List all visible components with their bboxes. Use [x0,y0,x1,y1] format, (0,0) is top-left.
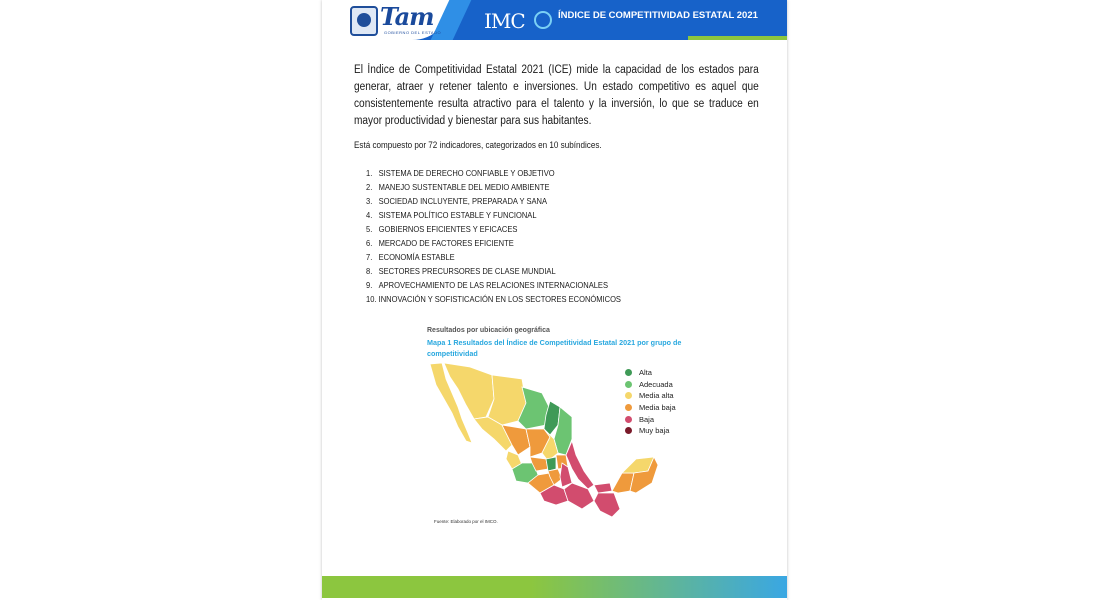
map-region-queretaro [546,457,556,471]
page-header [322,0,787,40]
legend-swatch [625,381,632,388]
imco-logo: IMC [484,9,525,33]
map-region-puebla [560,463,572,487]
map-legend [625,367,676,437]
legend-item: Adecuada [625,379,676,391]
legend-swatch [625,404,632,411]
list-item: 4. SISTEMA POLÍTICO ESTABLE Y FUNCIONAL [366,210,537,220]
document-page [322,0,787,600]
map-region-chiapas [594,493,620,517]
legend-swatch [625,416,632,423]
header-title: ÍNDICE DE COMPETITIVIDAD ESTATAL 2021 [558,10,758,21]
map-source-note: Fuente: Elaborado por el IMCO. [434,519,498,524]
imco-ring-icon [534,11,552,29]
list-item: 7. ECONOMÍA ESTABLE [366,252,455,262]
legend-item: Media baja [625,402,676,414]
competitiveness-map-figure [422,325,692,535]
page-footer-bar [322,576,787,598]
map-title: Mapa 1 Resultados del Índice de Competitividad Estatal 2021 por grupo de competitividad [427,338,682,358]
list-item: 6. MERCADO DE FACTORES EFICIENTE [366,238,514,248]
map-region-tabasco [594,483,612,493]
legend-item: Muy baja [625,425,676,437]
list-item: 5. GOBIERNOS EFICIENTES Y EFICACES [366,224,518,234]
list-item: 10. INNOVACIÓN Y SOFISTICACIÓN EN LOS SECTORES ECONÓMICOS [366,294,621,304]
legend-item: Baja [625,413,676,425]
list-item: 1. SISTEMA DE DERECHO CONFIABLE Y OBJETIVO [366,168,555,178]
legend-swatch [625,369,632,376]
tamaulipas-logo: Tam [380,2,434,31]
list-item: 2. MANEJO SUSTENTABLE DEL MEDIO AMBIENTE [366,182,550,192]
legend-item: Media alta [625,390,676,402]
legend-item: Alta [625,367,676,379]
tamaulipas-logo-subtitle: GOBIERNO DEL ESTADO [384,30,442,35]
state-seal-icon [350,6,378,36]
document-content [354,62,759,304]
intro-paragraph: El Índice de Competitividad Estatal 2021 (ICE) mide la capacidad de los estados para generar, atraer y retener talento e inversiones. Un estado competitivo es aquel que consistentemente resulta atractivo para el talento y la inversión, lo que se traduce en mayor productividad y bienestar para sus habitantes. [354,64,759,127]
list-item: 8. SECTORES PRECURSORES DE CLASE MUNDIAL [366,266,556,276]
list-item: 3. SOCIEDAD INCLUYENTE, PREPARADA Y SANA [366,196,547,206]
list-item: 9. APROVECHAMIENTO DE LAS RELACIONES INTERNACIONALES [366,280,609,290]
subindex-list [366,166,649,306]
map-caption: Resultados por ubicación geográfica [427,327,550,334]
legend-swatch [625,392,632,399]
header-accent-bar [688,36,787,40]
summary-text: Está compuesto por 72 indicadores, categorizados en 10 subíndices. [354,140,602,150]
legend-swatch [625,427,632,434]
